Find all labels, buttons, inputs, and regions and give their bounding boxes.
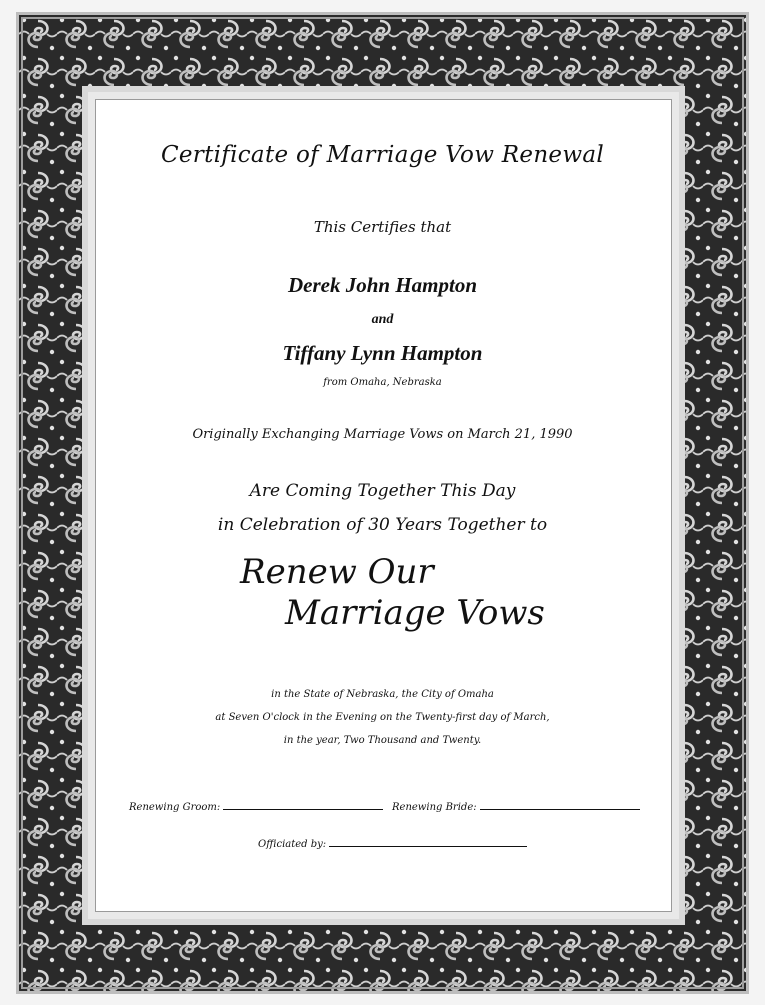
- original-vows-line: Originally Exchanging Marriage Vows on March 21, 1990: [192, 427, 573, 442]
- groom-signature-line[interactable]: [223, 798, 383, 810]
- renew-heading-line1: Renew Our: [240, 552, 434, 592]
- renew-heading-line2: Marriage Vows: [285, 593, 545, 633]
- hometown-line: from Omaha, Nebraska: [323, 377, 442, 388]
- officiant-signature-field: [258, 835, 527, 850]
- groom-name: Derek John Hampton: [287, 273, 478, 297]
- celebration-line: in Celebration of 30 Years Together to: [217, 515, 548, 535]
- bride-signature-field: [392, 798, 640, 813]
- officiant-signature-line[interactable]: [329, 835, 527, 847]
- bride-signature-label: Renewing Bride:: [392, 802, 477, 813]
- and-conjunction: and: [371, 312, 394, 327]
- certificate-title: Certificate of Marriage Vow Renewal: [160, 142, 605, 168]
- officiant-signature-label: Officiated by:: [258, 839, 327, 850]
- year-line: in the year, Two Thousand and Twenty.: [283, 735, 482, 746]
- certifies-line: This Certifies that: [313, 218, 452, 236]
- time-line: at Seven O'clock in the Evening on the Twenty-first day of March,: [215, 712, 550, 723]
- bride-signature-line[interactable]: [480, 798, 640, 810]
- location-line: in the State of Nebraska, the City of Omaha: [271, 689, 494, 700]
- groom-signature-label: Renewing Groom:: [129, 802, 221, 813]
- bride-name: Tiffany Lynn Hampton: [282, 341, 483, 365]
- coming-together-line: Are Coming Together This Day: [249, 481, 516, 501]
- groom-signature-field: [129, 798, 383, 813]
